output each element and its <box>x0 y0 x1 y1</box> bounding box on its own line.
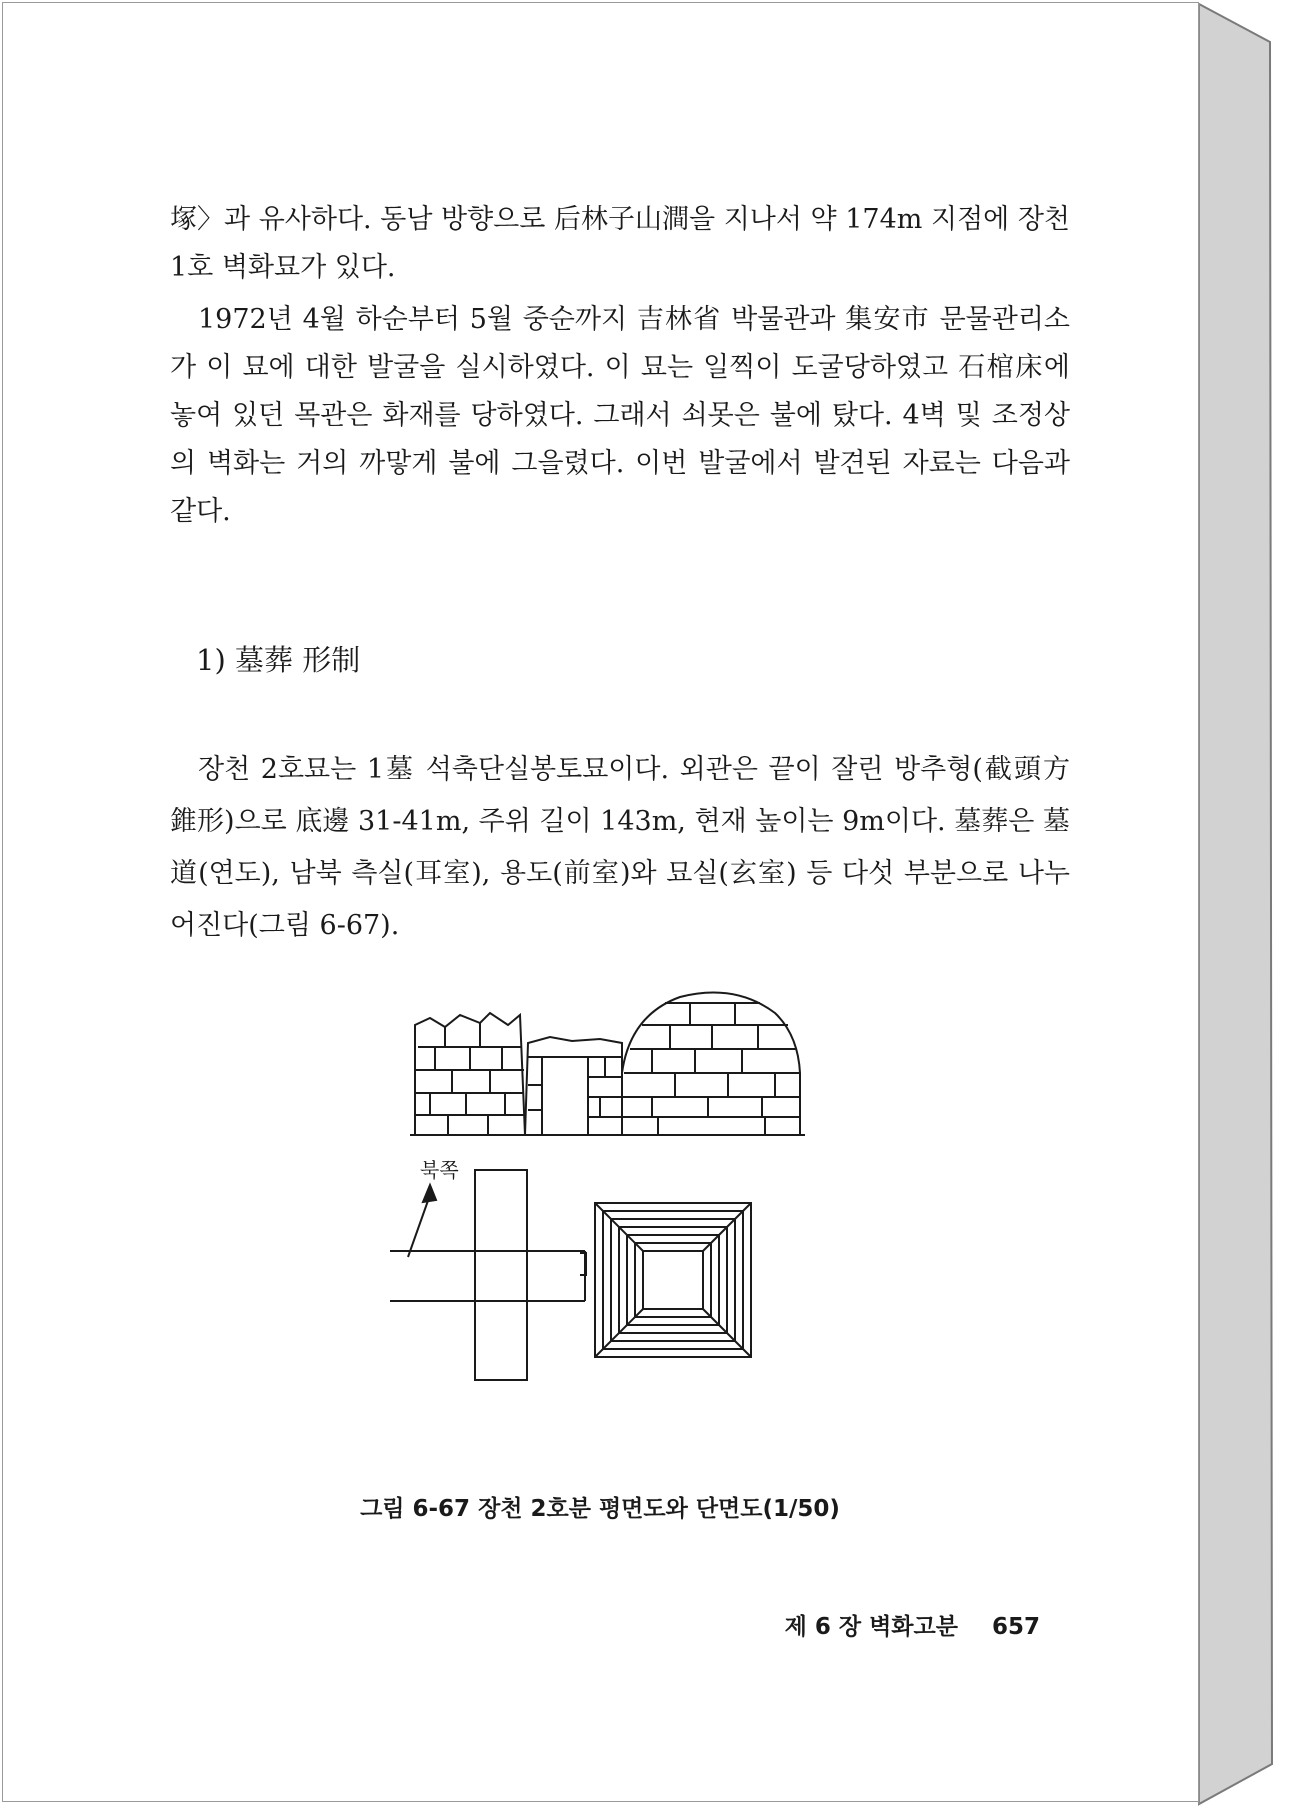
plan-main-chamber <box>595 1203 751 1357</box>
section-left-wall <box>415 1013 525 1135</box>
north-arrow <box>408 1195 430 1257</box>
tomb-drawing <box>390 985 890 1475</box>
section-dome <box>622 993 800 1135</box>
body-text <box>170 196 1070 536</box>
page-number: 657 <box>991 1614 1040 1640</box>
north-label: 북쪽 <box>420 1158 459 1182</box>
paragraph-2: 1972년 4월 하순부터 5월 중순까지 吉林省 박물관과 集安市 문물관리소가 이 묘에 대한 발굴을 실시하였다. 이 묘는 일찍이 도굴당하였고 石棺床에 놓여 있던 목관은 화재를 당하였다. 그래서 쇠못은 불에 탔다. 4벽 및 조정상의 벽화는 거의 까맣게 불에 그을렸다. 이번 발굴에서 발견된 자료는 다음과 같다. <box>170 304 1070 527</box>
chapter-title: 제 6 장 벽화고분 <box>784 1614 958 1640</box>
plan-side-chambers <box>475 1170 527 1380</box>
tomb-figure <box>390 985 890 1475</box>
plan-corridor <box>390 1213 585 1251</box>
paragraph-1: 塚〉과 유사하다. 동남 방향으로 后林子山澗을 지나서 약 174m 지점에 장천 1호 벽화묘가 있다. <box>170 204 1070 283</box>
page-footer <box>785 1608 1040 1641</box>
paragraph-3: 장천 2호묘는 1墓 석축단실봉토묘이다. 외관은 끝이 잘린 방추형(截頭方錐形)으로 底邊 31-41m, 주위 길이 143m, 현재 높이는 9m이다. 墓葬은 墓道(연도), 남북 측실(耳室), 용도(前室)와 묘실(玄室) 등 다섯 부분으로 나누어진다(그림 6-67). <box>170 754 1070 941</box>
figure-caption: 그림 6-67 장천 2호분 평면도와 단면도(1/50) <box>360 1496 840 1522</box>
section-heading: 1) 墓葬 形制 <box>196 643 361 677</box>
